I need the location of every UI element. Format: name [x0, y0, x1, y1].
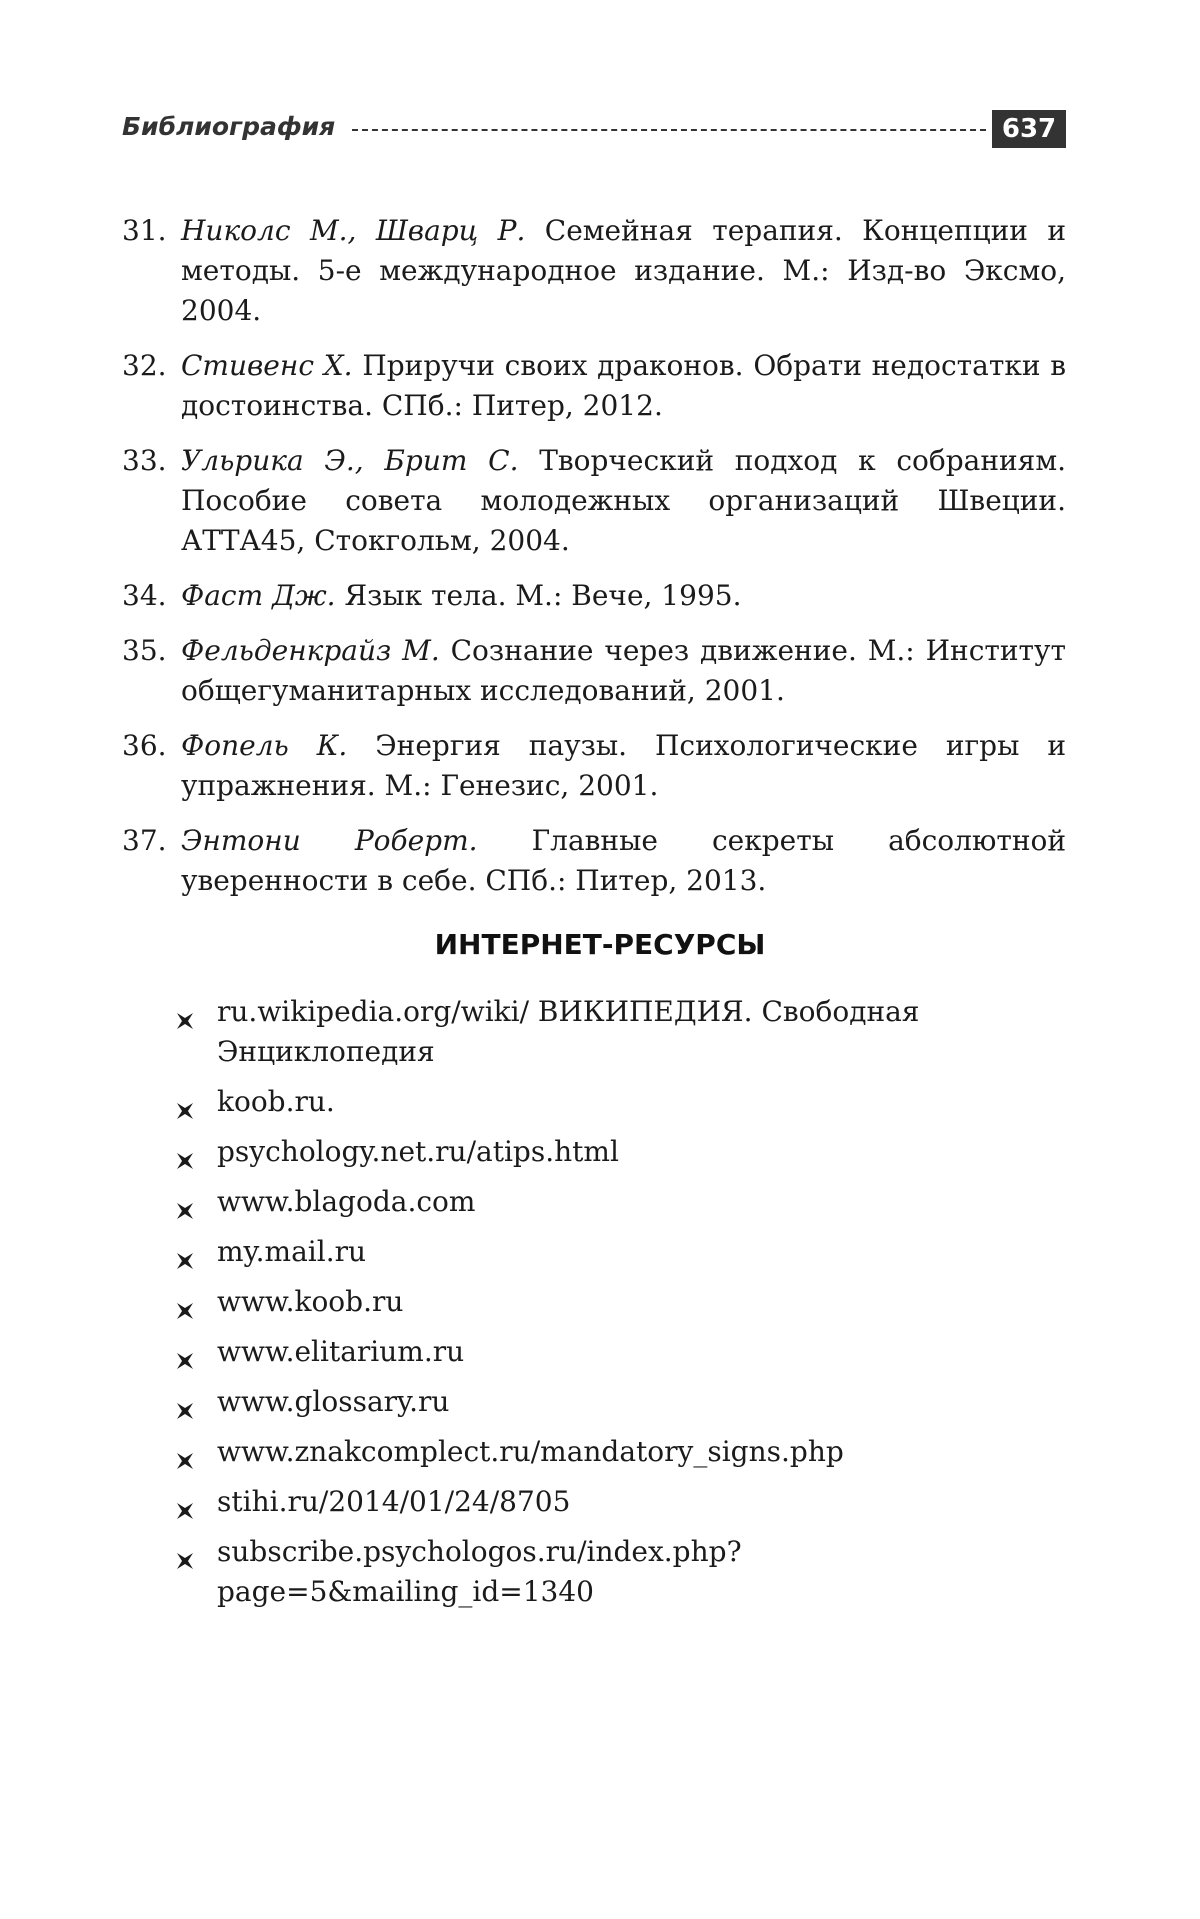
resource-url: www.glossary.ru	[217, 1385, 450, 1418]
bibliography-list	[122, 211, 1066, 916]
resource-item	[175, 1532, 1035, 1612]
resource-url: www.blagoda.com	[217, 1185, 476, 1218]
page-number: 637	[992, 110, 1066, 148]
internet-resources-list	[175, 992, 1035, 1622]
entry-text: Язык тела. М.: Вече, 1995.	[335, 579, 742, 612]
entry-author: Николс М., Шварц Р.	[181, 214, 526, 247]
resource-url: ru.wikipedia.org/wiki/ ВИКИПЕДИЯ. Свободная Энциклопедия	[217, 995, 920, 1068]
bibliography-entry	[122, 631, 1066, 711]
resource-url: stihi.ru/2014/01/24/8705	[217, 1485, 571, 1518]
bibliography-entry	[122, 211, 1066, 331]
entry-text: Главные секреты абсолютной уверенности в себе. СПб.: Питер, 2013.	[181, 824, 1067, 897]
resource-url: psychology.net.ru/atips.html	[217, 1135, 619, 1168]
bibliography-entry	[122, 346, 1066, 426]
header-dashed-rule	[352, 129, 986, 131]
star-bullet-icon	[175, 1342, 195, 1362]
bibliography-entry	[122, 726, 1066, 806]
entry-number: 36.	[122, 729, 167, 762]
star-bullet-icon	[175, 1492, 195, 1512]
star-bullet-icon	[175, 1002, 195, 1022]
star-bullet-icon	[175, 1542, 195, 1562]
entry-author: Энтони Роберт.	[181, 824, 478, 857]
resource-item	[175, 1482, 1035, 1522]
entry-number: 34.	[122, 579, 167, 612]
star-bullet-icon	[175, 1292, 195, 1312]
entry-author: Фельденкрайз М.	[181, 634, 440, 667]
resource-url: my.mail.ru	[217, 1235, 367, 1268]
resource-item	[175, 1182, 1035, 1222]
star-bullet-icon	[175, 1392, 195, 1412]
entry-text: Сознание через движение. М.: Институт общегуманитарных исследований, 2001.	[181, 634, 1066, 707]
entry-text: Творческий подход к собраниям. Пособие совета молодежных организаций Швеции. АТТА45, Стокгольм, 2004.	[181, 444, 1067, 557]
running-header	[122, 110, 1066, 148]
entry-text: Приручи своих драконов. Обрати недостатки в достоинства. СПб.: Питер, 2012.	[181, 349, 1067, 422]
entry-author: Ульрика Э., Брит С.	[181, 444, 519, 477]
resource-item	[175, 1382, 1035, 1422]
resource-item	[175, 1132, 1035, 1172]
resource-item	[175, 1082, 1035, 1122]
entry-number: 31.	[122, 214, 167, 247]
star-bullet-icon	[175, 1092, 195, 1112]
star-bullet-icon	[175, 1142, 195, 1162]
resource-url: www.znakcomplect.ru/mandatory_signs.php	[217, 1435, 844, 1468]
entry-number: 32.	[122, 349, 167, 382]
bibliography-entry	[122, 576, 1066, 616]
entry-text: Энергия паузы. Психологические игры и упражнения. М.: Генезис, 2001.	[181, 729, 1066, 802]
star-bullet-icon	[175, 1192, 195, 1212]
star-bullet-icon	[175, 1242, 195, 1262]
entry-text: Семейная терапия. Концепции и методы. 5-е международное издание. М.: Изд-во Эксмо, 2004.	[181, 214, 1066, 327]
entry-author: Стивенс Х.	[181, 349, 353, 382]
header-title: Библиография	[122, 112, 339, 141]
resource-url: subscribe.psychologos.ru/index.php?page=5&mailing_id=1340	[217, 1535, 742, 1608]
entry-author: Фаст Дж.	[181, 579, 336, 612]
entry-number: 37.	[122, 824, 167, 857]
entry-number: 35.	[122, 634, 167, 667]
resource-item	[175, 1332, 1035, 1372]
resource-url: www.koob.ru	[217, 1285, 404, 1318]
resource-item	[175, 1282, 1035, 1322]
resource-item	[175, 992, 1035, 1072]
resource-url: koob.ru.	[217, 1085, 335, 1118]
star-bullet-icon	[175, 1442, 195, 1462]
resource-url: www.elitarium.ru	[217, 1335, 465, 1368]
entry-number: 33.	[122, 444, 167, 477]
bibliography-entry	[122, 441, 1066, 561]
entry-author: Фопель К.	[181, 729, 348, 762]
resource-item	[175, 1232, 1035, 1272]
resource-item	[175, 1432, 1035, 1472]
bibliography-entry	[122, 821, 1066, 901]
section-title-internet-resources: ИНТЕРНЕТ-РЕСУРСЫ	[434, 928, 766, 961]
